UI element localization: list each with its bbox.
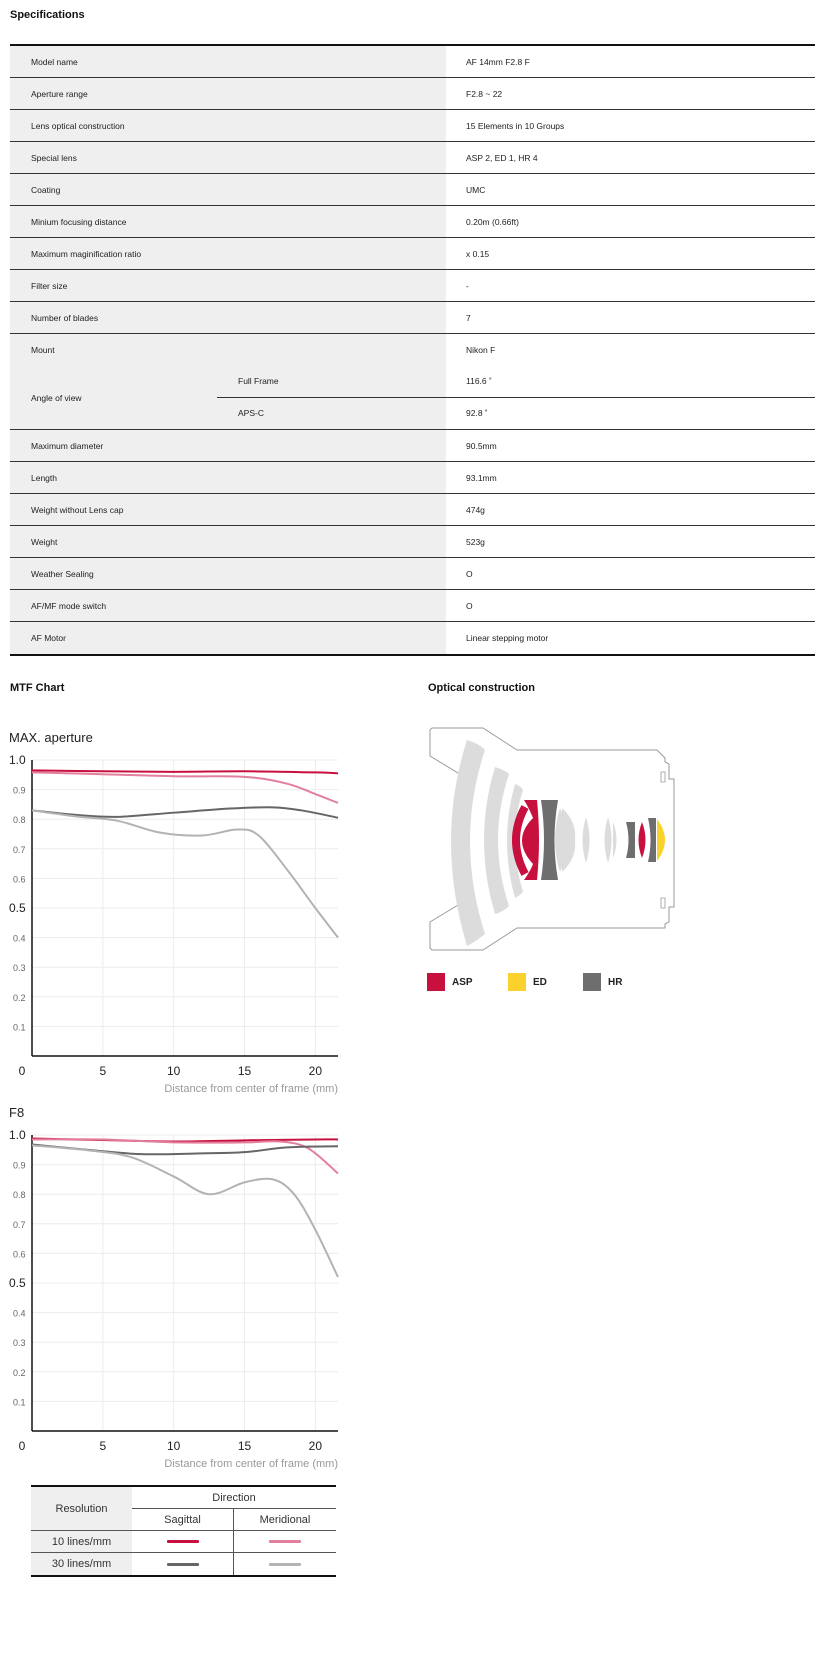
legend-row-30lines-label: 30 lines/mm xyxy=(31,1553,132,1575)
full-frame-value: 116.6 ˚ xyxy=(446,366,815,398)
apsc-label: APS-C xyxy=(238,408,264,419)
mtf-chart-2-title: F8 xyxy=(9,1105,25,1120)
spec-value: x 0.15 xyxy=(446,238,815,269)
spec-label: Weather Sealing xyxy=(10,558,446,589)
y-tick-label: 0.6 xyxy=(13,1249,26,1260)
spec-label: Length xyxy=(10,462,446,493)
spec-row xyxy=(10,526,815,558)
x-tick-label: 15 xyxy=(237,1439,252,1453)
spec-value: 15 Elements in 10 Groups xyxy=(446,110,815,141)
spec-value: ASP 2, ED 1, HR 4 xyxy=(446,142,815,173)
spec-row xyxy=(10,110,815,142)
optical-legend-item-ed xyxy=(508,973,547,991)
spec-row xyxy=(10,142,815,174)
x-axis-label: Distance from center of frame (mm) xyxy=(164,1083,338,1095)
full-frame-label: Full Frame xyxy=(217,366,446,398)
mtf-chart-title: MTF Chart xyxy=(10,682,65,694)
spec-value: O xyxy=(446,590,815,621)
spec-value: 93.1mm xyxy=(446,462,815,493)
optical-legend-label: HR xyxy=(608,976,623,988)
x-tick-label: 20 xyxy=(308,1064,323,1078)
spec-row xyxy=(10,558,815,590)
spec-row xyxy=(10,622,815,654)
spec-value: 7 xyxy=(446,302,815,333)
spec-row xyxy=(10,590,815,622)
specifications-title: Specifications xyxy=(10,9,85,21)
series-line-3 xyxy=(32,1145,338,1277)
series-line-1 xyxy=(32,1139,338,1173)
y-tick-label: 1.0 xyxy=(9,753,26,767)
spec-label: Mount xyxy=(10,334,446,366)
optical-legend-item-asp xyxy=(427,973,473,991)
spec-value: O xyxy=(446,558,815,589)
optical-construction-diagram xyxy=(425,722,685,957)
y-tick-label: 0.9 xyxy=(13,785,26,796)
spec-row xyxy=(10,334,815,366)
mtf-chart-1-title: MAX. aperture xyxy=(9,730,93,745)
spec-value: - xyxy=(446,270,815,301)
spec-row xyxy=(10,206,815,238)
y-tick-label: 0.3 xyxy=(13,963,26,974)
spec-label: Lens optical construction xyxy=(10,110,446,141)
y-tick-label: 0.4 xyxy=(13,1308,26,1319)
y-tick-label: 0.4 xyxy=(13,933,26,944)
legend-resolution-header: Resolution xyxy=(31,1487,132,1530)
y-tick-label: 0.1 xyxy=(13,1397,26,1408)
y-tick-label: 0.8 xyxy=(13,1190,26,1201)
spec-label: Model name xyxy=(10,46,446,77)
legend-row-30lines xyxy=(31,1553,336,1575)
x-tick-label: 10 xyxy=(166,1064,181,1078)
x-tick-label: 10 xyxy=(166,1439,181,1453)
y-tick-label: 0.7 xyxy=(13,844,26,855)
x-tick-label: 5 xyxy=(99,1064,107,1078)
spec-label: Filter size xyxy=(10,270,446,301)
y-tick-label: 0.2 xyxy=(13,992,26,1003)
y-tick-label: 0.7 xyxy=(13,1219,26,1230)
y-tick-label: 0.2 xyxy=(13,1367,26,1378)
spec-row xyxy=(10,174,815,206)
legend-row-10lines xyxy=(31,1531,336,1553)
mtf-chart-f8 xyxy=(0,1123,345,1468)
spec-label: AF/MF mode switch xyxy=(10,590,446,621)
y-tick-label: 1.0 xyxy=(9,1128,26,1142)
spec-row xyxy=(10,238,815,270)
y-tick-label: 0.1 xyxy=(13,1022,26,1033)
spec-value: 0.20m (0.66ft) xyxy=(446,206,815,237)
optical-legend-label: ED xyxy=(533,976,547,988)
optical-construction-title: Optical construction xyxy=(428,682,535,694)
spec-value: AF 14mm F2.8 F xyxy=(446,46,815,77)
spec-label: Coating xyxy=(10,174,446,205)
x-tick-label: 0 xyxy=(18,1064,26,1078)
spec-row xyxy=(10,270,815,302)
series-line-1 xyxy=(32,772,338,802)
spec-row xyxy=(10,494,815,526)
spec-label: Special lens xyxy=(10,142,446,173)
spec-table xyxy=(10,44,815,656)
spec-label: AF Motor xyxy=(10,622,446,654)
spec-label: Maximum maginification ratio xyxy=(10,238,446,269)
y-tick-label: 0.8 xyxy=(13,815,26,826)
legend-meridional-header: Meridional xyxy=(259,1513,311,1526)
mtf-legend-table xyxy=(31,1485,336,1577)
spec-value: UMC xyxy=(446,174,815,205)
spec-row xyxy=(10,78,815,110)
optical-legend-swatch xyxy=(508,973,526,991)
legend-row-10lines-label: 10 lines/mm xyxy=(31,1531,132,1552)
spec-label: Aperture range xyxy=(10,78,446,109)
spec-label: Maximum diameter xyxy=(10,430,446,461)
spec-row xyxy=(10,430,815,462)
legend-swatch-30-meridional xyxy=(269,1563,301,1566)
spec-value: 523g xyxy=(446,526,815,557)
legend-direction-header: Direction xyxy=(132,1487,336,1509)
x-tick-label: 5 xyxy=(99,1439,107,1453)
optical-legend-label: ASP xyxy=(452,976,473,988)
spec-value: Linear stepping motor xyxy=(446,622,815,654)
spec-value: F2.8 ~ 22 xyxy=(446,78,815,109)
legend-swatch-10-sagittal xyxy=(167,1540,199,1543)
legend-sagittal-header: Sagittal xyxy=(132,1509,234,1530)
x-tick-label: 20 xyxy=(308,1439,323,1453)
spec-label: Weight xyxy=(10,526,446,557)
series-line-3 xyxy=(32,810,338,937)
spec-row xyxy=(10,462,815,494)
optical-legend-item-hr xyxy=(583,973,622,991)
y-tick-label: 0.6 xyxy=(13,874,26,885)
spec-row xyxy=(10,46,815,78)
spec-label: Weight without Lens cap xyxy=(10,494,446,525)
x-tick-label: 0 xyxy=(18,1439,26,1453)
mtf-chart-max-aperture xyxy=(0,748,345,1095)
x-axis-label: Distance from center of frame (mm) xyxy=(164,1458,338,1470)
angle-of-view-label: Angle of view xyxy=(10,366,217,429)
legend-swatch-10-meridional xyxy=(269,1540,301,1543)
spec-label: Minium focusing distance xyxy=(10,206,446,237)
spec-label: Number of blades xyxy=(10,302,446,333)
spec-row xyxy=(10,302,815,334)
y-tick-label: 0.5 xyxy=(9,901,26,915)
y-tick-label: 0.3 xyxy=(13,1338,26,1349)
y-tick-label: 0.9 xyxy=(13,1160,26,1171)
legend-swatch-30-sagittal xyxy=(167,1563,199,1566)
spec-value: 90.5mm xyxy=(446,430,815,461)
optical-legend-swatch xyxy=(583,973,601,991)
spec-value: Nikon F xyxy=(446,334,815,366)
y-tick-label: 0.5 xyxy=(9,1276,26,1290)
optical-legend-swatch xyxy=(427,973,445,991)
apsc-value: 92.8 ˚ xyxy=(466,408,488,419)
spec-value: 474g xyxy=(446,494,815,525)
x-tick-label: 15 xyxy=(237,1064,252,1078)
spec-row-angle-of-view xyxy=(10,366,815,430)
